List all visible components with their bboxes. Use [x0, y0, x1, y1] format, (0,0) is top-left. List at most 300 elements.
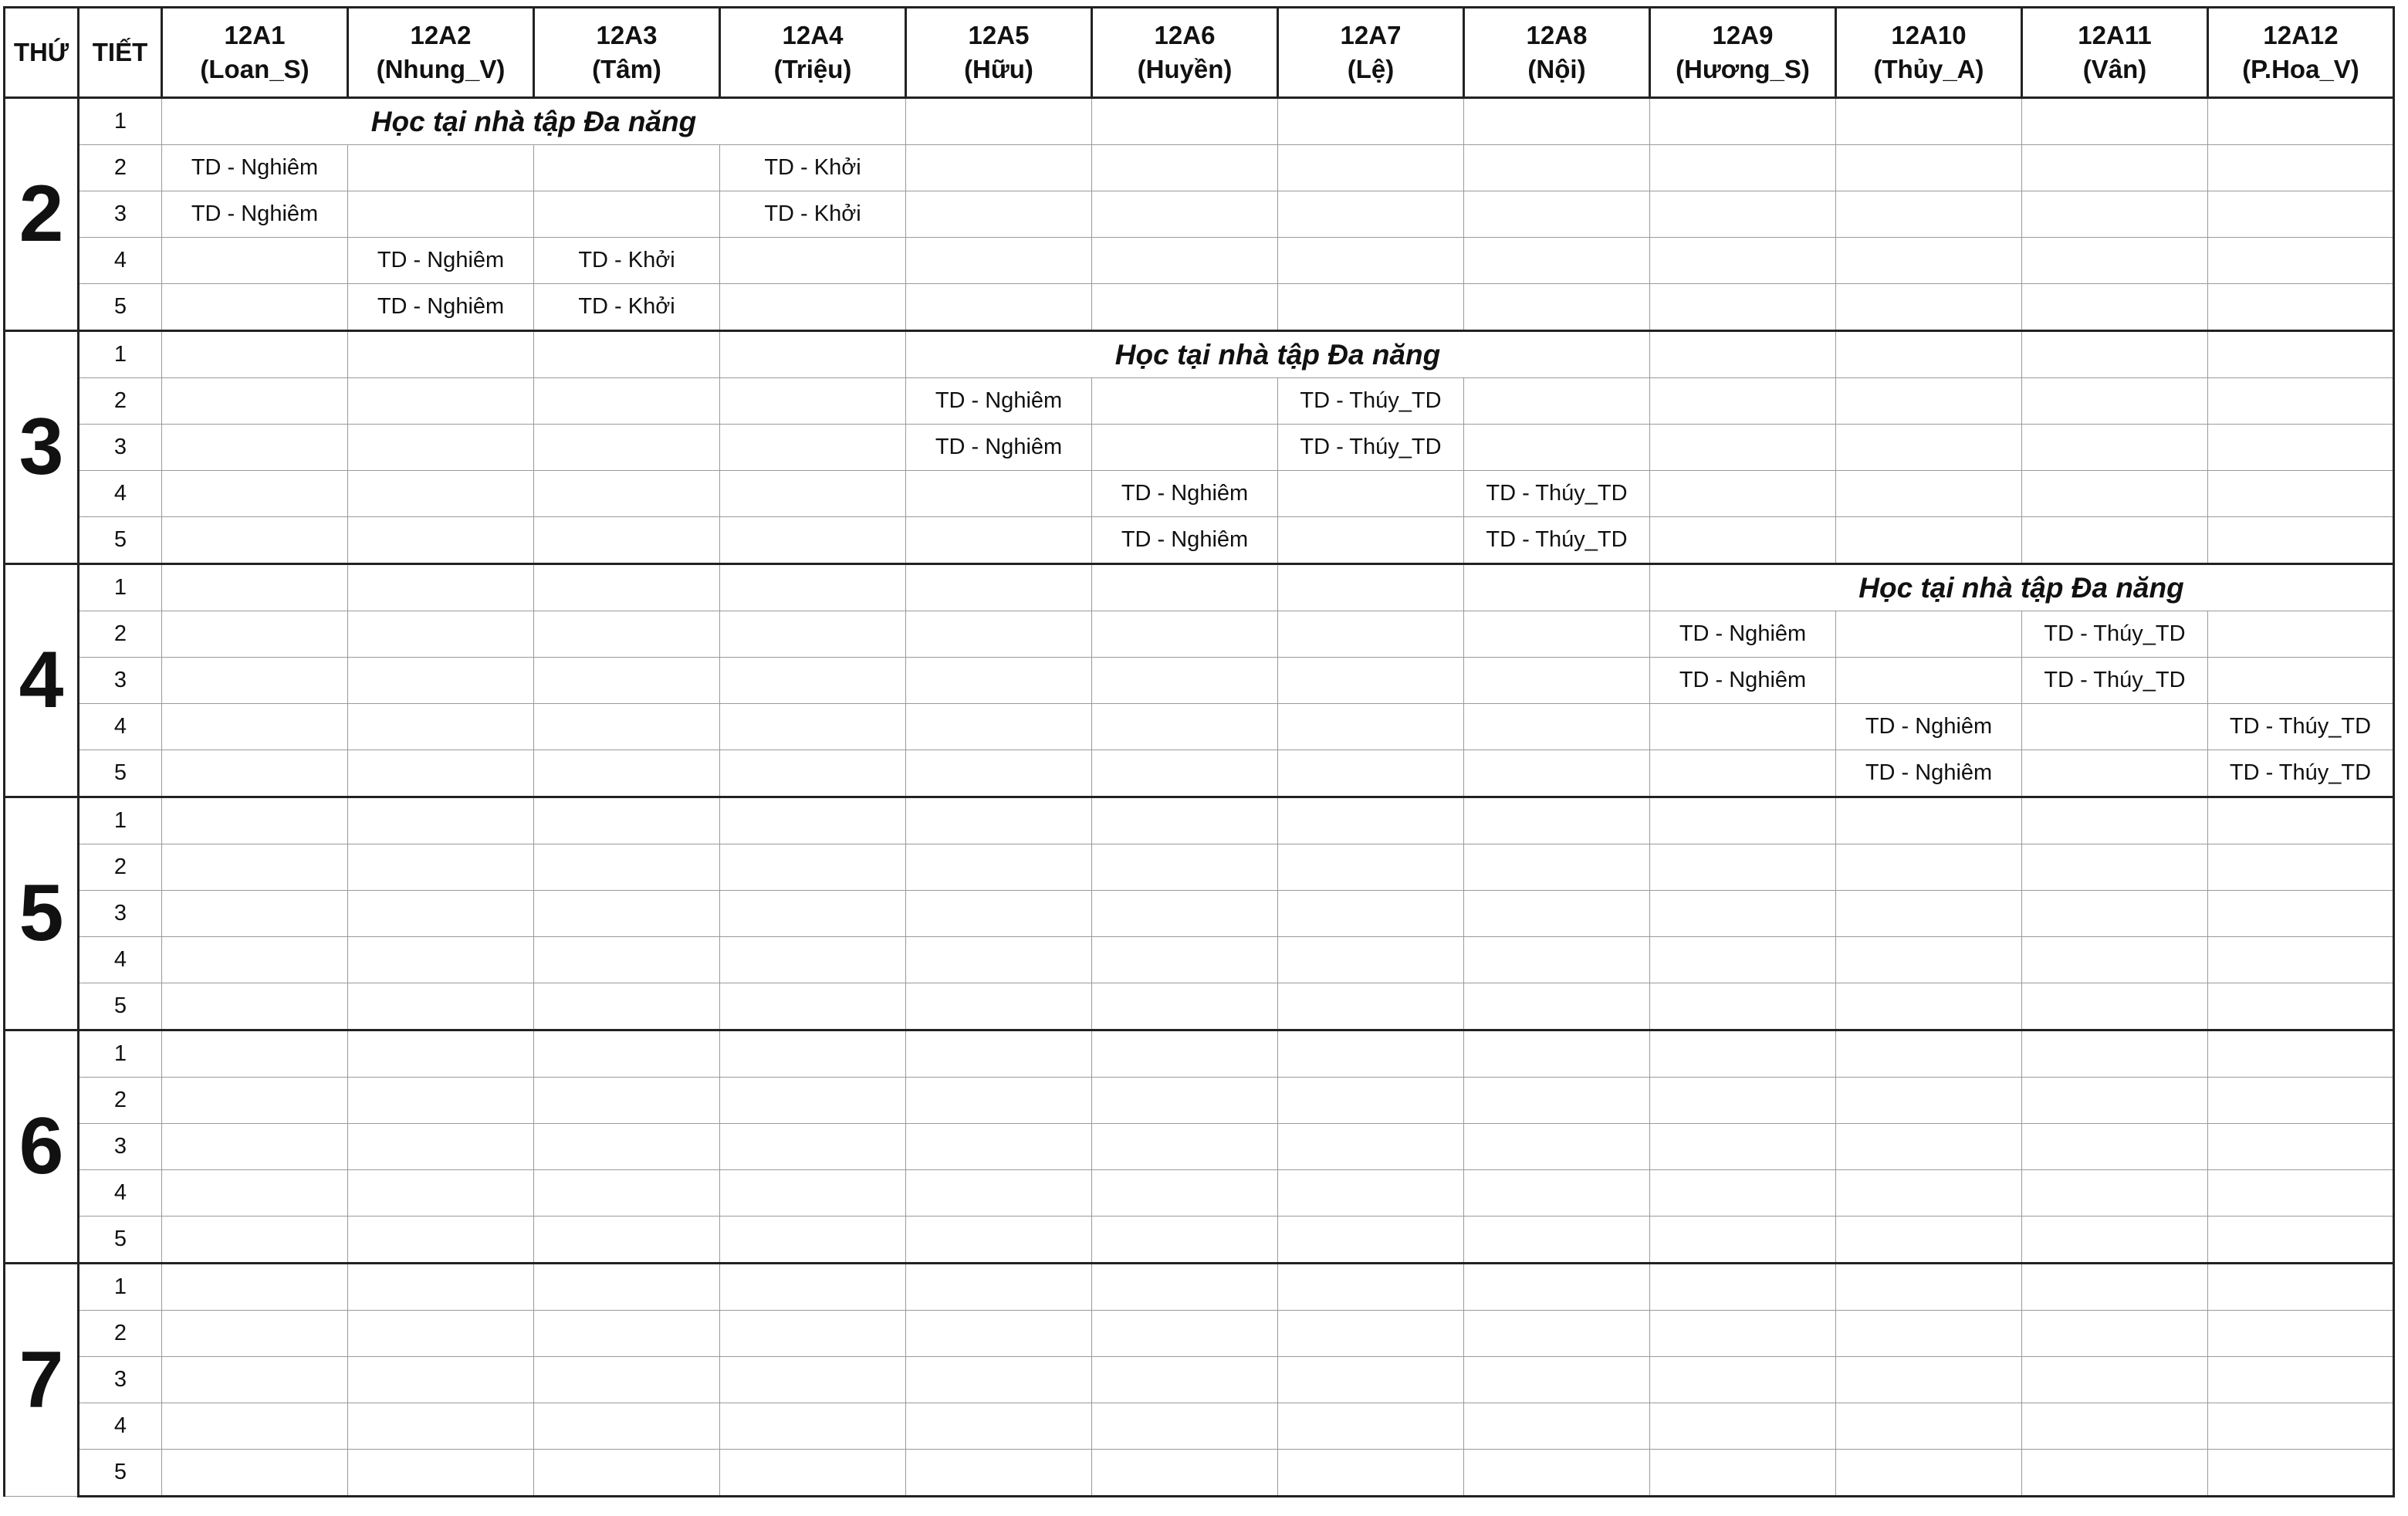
class-code: 12A12 — [2263, 21, 2339, 49]
schedule-cell: TD - Thúy_TD — [1464, 471, 1650, 517]
schedule-cell — [720, 1450, 906, 1497]
schedule-cell — [906, 145, 1092, 191]
schedule-cell: TD - Nghiêm — [1092, 471, 1278, 517]
schedule-cell — [906, 98, 1092, 145]
schedule-cell — [1092, 1030, 1278, 1078]
schedule-cell — [1836, 1357, 2022, 1403]
schedule-cell — [162, 1264, 348, 1311]
schedule-cell — [1836, 1078, 2022, 1124]
schedule-cell — [1278, 98, 1464, 145]
period-number: 4 — [79, 1403, 162, 1450]
schedule-cell — [348, 1078, 534, 1124]
schedule-cell — [1464, 1264, 1650, 1311]
day-label: 3 — [5, 331, 79, 564]
schedule-cell — [162, 238, 348, 284]
schedule-cell — [534, 797, 720, 844]
schedule-cell — [1278, 145, 1464, 191]
schedule-cell — [534, 1170, 720, 1217]
schedule-cell — [1092, 844, 1278, 891]
schedule-cell: TD - Nghiêm — [906, 378, 1092, 425]
class-code: 12A9 — [1712, 21, 1774, 49]
schedule-cell — [2208, 1124, 2394, 1170]
schedule-cell — [348, 1217, 534, 1264]
schedule-cell — [162, 284, 348, 331]
schedule-cell — [1464, 191, 1650, 238]
class-teacher: (Huyền) — [1137, 55, 1233, 83]
schedule-cell — [1092, 425, 1278, 471]
schedule-cell — [162, 937, 348, 983]
schedule-cell — [720, 1403, 906, 1450]
class-teacher: (Triệu) — [773, 55, 852, 83]
schedule-cell — [1278, 797, 1464, 844]
schedule-cell — [1278, 1403, 1464, 1450]
schedule-cell — [1650, 937, 1836, 983]
schedule-cell — [1092, 797, 1278, 844]
schedule-cell — [534, 331, 720, 378]
schedule-cell — [2208, 1450, 2394, 1497]
schedule-cell — [2022, 1124, 2208, 1170]
schedule-cell — [534, 1403, 720, 1450]
schedule-cell — [2022, 284, 2208, 331]
schedule-cell — [534, 658, 720, 704]
schedule-cell — [534, 425, 720, 471]
schedule-cell — [534, 844, 720, 891]
period-row — [5, 238, 2394, 284]
class-header-12a2 — [348, 8, 534, 98]
period-number: 2 — [79, 844, 162, 891]
period-number: 5 — [79, 1450, 162, 1497]
schedule-cell — [348, 1357, 534, 1403]
schedule-cell — [2022, 517, 2208, 564]
schedule-cell — [534, 750, 720, 797]
period-number: 4 — [79, 704, 162, 750]
schedule-cell — [1650, 1357, 1836, 1403]
schedule-cell — [348, 564, 534, 611]
class-code: 12A4 — [782, 21, 844, 49]
banner-cell: Học tại nhà tập Đa năng — [1650, 564, 2394, 611]
schedule-cell — [1464, 611, 1650, 658]
schedule-cell — [1650, 1078, 1836, 1124]
schedule-cell — [162, 378, 348, 425]
schedule-cell — [720, 1264, 906, 1311]
schedule-cell — [1464, 658, 1650, 704]
schedule-cell — [906, 284, 1092, 331]
schedule-cell — [720, 983, 906, 1030]
schedule-cell — [720, 284, 906, 331]
period-number: 5 — [79, 750, 162, 797]
period-number: 2 — [79, 378, 162, 425]
schedule-cell — [1464, 564, 1650, 611]
schedule-cell — [906, 1030, 1092, 1078]
schedule-cell — [1464, 844, 1650, 891]
schedule-cell — [1650, 1030, 1836, 1078]
period-number: 3 — [79, 1357, 162, 1403]
schedule-cell — [906, 238, 1092, 284]
period-number: 4 — [79, 471, 162, 517]
schedule-cell — [1464, 797, 1650, 844]
schedule-cell — [1464, 98, 1650, 145]
schedule-cell — [162, 331, 348, 378]
day-column-header: THỨ — [5, 8, 79, 98]
schedule-cell — [720, 1124, 906, 1170]
schedule-cell — [1278, 191, 1464, 238]
schedule-cell — [720, 937, 906, 983]
period-number: 5 — [79, 983, 162, 1030]
schedule-cell — [1092, 145, 1278, 191]
schedule-cell — [348, 425, 534, 471]
period-row — [5, 284, 2394, 331]
schedule-cell — [2022, 937, 2208, 983]
schedule-cell — [162, 517, 348, 564]
schedule-cell — [534, 564, 720, 611]
schedule-cell — [1278, 704, 1464, 750]
schedule-cell — [720, 238, 906, 284]
period-number: 1 — [79, 564, 162, 611]
class-code: 12A10 — [1891, 21, 1967, 49]
schedule-cell — [1278, 1264, 1464, 1311]
schedule-cell — [1464, 750, 1650, 797]
schedule-cell — [2022, 331, 2208, 378]
schedule-cell — [1836, 658, 2022, 704]
period-row — [5, 1311, 2394, 1357]
schedule-cell — [1278, 1078, 1464, 1124]
schedule-cell — [2022, 1450, 2208, 1497]
schedule-cell — [1650, 750, 1836, 797]
schedule-cell — [2208, 331, 2394, 378]
schedule-cell — [1650, 1170, 1836, 1217]
schedule-cell — [1836, 983, 2022, 1030]
schedule-cell — [2208, 145, 2394, 191]
schedule-cell — [2022, 1311, 2208, 1357]
schedule-cell — [1278, 1357, 1464, 1403]
schedule-cell — [720, 1311, 906, 1357]
schedule-cell — [1464, 1450, 1650, 1497]
period-row — [5, 145, 2394, 191]
period-row — [5, 658, 2394, 704]
day-label: 2 — [5, 98, 79, 331]
schedule-cell — [2208, 1311, 2394, 1357]
schedule-cell — [906, 797, 1092, 844]
schedule-cell — [2022, 1078, 2208, 1124]
period-number: 2 — [79, 1311, 162, 1357]
period-number: 4 — [79, 1170, 162, 1217]
banner-cell: Học tại nhà tập Đa năng — [906, 331, 1650, 378]
header-row — [5, 8, 2394, 98]
class-teacher: (Loan_S) — [200, 55, 309, 83]
schedule-cell — [906, 891, 1092, 937]
schedule-cell — [348, 797, 534, 844]
schedule-cell — [906, 191, 1092, 238]
schedule-cell — [1836, 1217, 2022, 1264]
schedule-cell — [1650, 1264, 1836, 1311]
schedule-cell — [2208, 1170, 2394, 1217]
schedule-cell — [348, 145, 534, 191]
schedule-cell — [906, 750, 1092, 797]
class-header-12a12 — [2208, 8, 2394, 98]
schedule-cell — [1650, 1217, 1836, 1264]
schedule-cell — [1836, 471, 2022, 517]
schedule-cell — [906, 937, 1092, 983]
schedule-cell — [1650, 1124, 1836, 1170]
schedule-cell — [720, 471, 906, 517]
schedule-cell — [534, 1078, 720, 1124]
schedule-cell: TD - Thúy_TD — [1464, 517, 1650, 564]
schedule-cell: TD - Khởi — [720, 145, 906, 191]
schedule-cell — [1650, 238, 1836, 284]
schedule-cell — [1836, 1264, 2022, 1311]
schedule-cell — [534, 1124, 720, 1170]
schedule-cell: TD - Thúy_TD — [2022, 611, 2208, 658]
schedule-cell — [348, 1450, 534, 1497]
schedule-cell — [534, 471, 720, 517]
schedule-cell — [1278, 284, 1464, 331]
schedule-cell — [2208, 1078, 2394, 1124]
schedule-cell — [1278, 1170, 1464, 1217]
period-number: 5 — [79, 517, 162, 564]
schedule-cell — [906, 1217, 1092, 1264]
period-row — [5, 331, 2394, 378]
schedule-cell — [1836, 937, 2022, 983]
schedule-cell — [1836, 425, 2022, 471]
schedule-cell — [348, 704, 534, 750]
period-row — [5, 704, 2394, 750]
schedule-cell — [2208, 658, 2394, 704]
schedule-cell — [534, 145, 720, 191]
schedule-cell — [906, 704, 1092, 750]
schedule-cell — [348, 191, 534, 238]
schedule-cell — [1278, 1450, 1464, 1497]
schedule-cell — [1092, 191, 1278, 238]
schedule-cell — [162, 1311, 348, 1357]
period-row — [5, 1030, 2394, 1078]
schedule-cell — [2022, 1357, 2208, 1403]
schedule-cell — [1650, 191, 1836, 238]
schedule-cell — [534, 611, 720, 658]
period-number: 3 — [79, 425, 162, 471]
timetable-body — [5, 98, 2394, 1497]
schedule-cell — [2022, 1170, 2208, 1217]
period-number: 3 — [79, 1124, 162, 1170]
schedule-cell — [1836, 1311, 2022, 1357]
schedule-cell — [162, 1357, 348, 1403]
schedule-cell — [348, 750, 534, 797]
schedule-cell: TD - Nghiêm — [348, 238, 534, 284]
schedule-cell — [1092, 378, 1278, 425]
schedule-cell — [1836, 797, 2022, 844]
period-number: 3 — [79, 658, 162, 704]
schedule-cell — [1650, 704, 1836, 750]
schedule-cell — [1650, 891, 1836, 937]
schedule-cell — [1836, 1124, 2022, 1170]
schedule-cell — [1278, 611, 1464, 658]
schedule-cell — [2022, 98, 2208, 145]
schedule-cell — [1650, 1450, 1836, 1497]
schedule-cell — [348, 1264, 534, 1311]
schedule-cell — [1092, 937, 1278, 983]
schedule-cell — [906, 1170, 1092, 1217]
schedule-cell — [1836, 891, 2022, 937]
schedule-cell — [1836, 98, 2022, 145]
schedule-cell — [1278, 1217, 1464, 1264]
period-row — [5, 98, 2394, 145]
schedule-cell — [348, 1403, 534, 1450]
schedule-cell — [1836, 145, 2022, 191]
schedule-cell — [162, 611, 348, 658]
period-row — [5, 891, 2394, 937]
schedule-cell — [1092, 1311, 1278, 1357]
day-label: 5 — [5, 797, 79, 1030]
schedule-cell — [162, 1124, 348, 1170]
schedule-cell — [534, 378, 720, 425]
schedule-cell: TD - Khởi — [534, 238, 720, 284]
class-header-12a9 — [1650, 8, 1836, 98]
schedule-cell — [1464, 1217, 1650, 1264]
schedule-cell — [1278, 1124, 1464, 1170]
schedule-cell — [1092, 1264, 1278, 1311]
day-label: 4 — [5, 564, 79, 797]
period-number: 1 — [79, 98, 162, 145]
schedule-cell — [1278, 658, 1464, 704]
schedule-cell — [1464, 284, 1650, 331]
schedule-cell — [2208, 425, 2394, 471]
schedule-cell — [2022, 983, 2208, 1030]
schedule-cell — [1650, 425, 1836, 471]
schedule-cell — [2208, 1264, 2394, 1311]
schedule-cell — [2208, 1403, 2394, 1450]
schedule-cell — [162, 1403, 348, 1450]
schedule-cell — [2208, 1357, 2394, 1403]
class-header-12a1 — [162, 8, 348, 98]
schedule-cell: TD - Nghiêm — [1650, 658, 1836, 704]
schedule-cell: TD - Nghiêm — [162, 191, 348, 238]
period-number: 1 — [79, 1264, 162, 1311]
schedule-cell — [1836, 611, 2022, 658]
schedule-cell: TD - Khởi — [534, 284, 720, 331]
schedule-cell: TD - Thúy_TD — [2022, 658, 2208, 704]
schedule-cell — [906, 1311, 1092, 1357]
schedule-cell — [1464, 704, 1650, 750]
class-teacher: (Lệ) — [1347, 55, 1395, 83]
class-header-12a7 — [1278, 8, 1464, 98]
schedule-cell — [1092, 1450, 1278, 1497]
schedule-cell — [1092, 658, 1278, 704]
schedule-cell — [1092, 1170, 1278, 1217]
schedule-cell — [906, 1450, 1092, 1497]
period-row — [5, 797, 2394, 844]
schedule-cell — [2208, 844, 2394, 891]
schedule-cell — [162, 658, 348, 704]
period-row — [5, 937, 2394, 983]
schedule-cell — [1650, 98, 1836, 145]
day-label: 7 — [5, 1264, 79, 1497]
schedule-cell — [1092, 564, 1278, 611]
schedule-cell — [534, 704, 720, 750]
class-header-12a4 — [720, 8, 906, 98]
schedule-cell — [1092, 98, 1278, 145]
schedule-cell — [720, 891, 906, 937]
class-teacher: (Thủy_A) — [1873, 55, 1984, 83]
schedule-cell — [1092, 284, 1278, 331]
period-number: 5 — [79, 284, 162, 331]
class-teacher: (Nhung_V) — [376, 55, 506, 83]
class-code: 12A11 — [2078, 21, 2152, 49]
period-row — [5, 1217, 2394, 1264]
schedule-cell — [2208, 378, 2394, 425]
period-number: 2 — [79, 145, 162, 191]
class-teacher: (Nội) — [1527, 55, 1586, 83]
schedule-cell — [2022, 891, 2208, 937]
schedule-cell — [1836, 284, 2022, 331]
schedule-cell — [1092, 238, 1278, 284]
schedule-cell — [534, 1264, 720, 1311]
schedule-cell — [162, 704, 348, 750]
schedule-cell — [1278, 937, 1464, 983]
schedule-cell — [1650, 471, 1836, 517]
class-teacher: (Tâm) — [592, 55, 661, 83]
schedule-cell — [1650, 844, 1836, 891]
period-number: 3 — [79, 891, 162, 937]
schedule-cell — [1464, 937, 1650, 983]
schedule-cell — [534, 937, 720, 983]
schedule-cell — [2208, 797, 2394, 844]
schedule-cell — [534, 517, 720, 564]
schedule-cell — [534, 1311, 720, 1357]
schedule-cell — [162, 471, 348, 517]
schedule-cell — [1836, 844, 2022, 891]
period-row — [5, 1078, 2394, 1124]
schedule-cell — [906, 1357, 1092, 1403]
schedule-cell — [1278, 844, 1464, 891]
schedule-cell — [906, 517, 1092, 564]
period-row — [5, 1170, 2394, 1217]
schedule-cell — [906, 611, 1092, 658]
schedule-cell — [2022, 238, 2208, 284]
schedule-cell — [348, 1030, 534, 1078]
schedule-cell — [1278, 238, 1464, 284]
schedule-cell — [2208, 98, 2394, 145]
schedule-cell — [534, 1450, 720, 1497]
schedule-cell — [348, 1311, 534, 1357]
schedule-cell — [1464, 378, 1650, 425]
period-row — [5, 471, 2394, 517]
schedule-cell — [1836, 1450, 2022, 1497]
schedule-cell — [162, 891, 348, 937]
schedule-cell — [1650, 1403, 1836, 1450]
schedule-cell — [348, 471, 534, 517]
schedule-cell — [2022, 750, 2208, 797]
schedule-cell — [1464, 425, 1650, 471]
class-code: 12A6 — [1154, 21, 1216, 49]
period-row — [5, 191, 2394, 238]
schedule-cell — [162, 1030, 348, 1078]
schedule-cell — [1650, 983, 1836, 1030]
class-teacher: (Hữu) — [964, 55, 1033, 83]
period-number: 4 — [79, 238, 162, 284]
schedule-cell — [2022, 425, 2208, 471]
schedule-cell — [162, 983, 348, 1030]
schedule-cell — [1464, 238, 1650, 284]
schedule-cell — [720, 517, 906, 564]
schedule-cell — [2022, 704, 2208, 750]
schedule-cell — [1092, 983, 1278, 1030]
period-row — [5, 1357, 2394, 1403]
class-teacher: (P.Hoa_V) — [2242, 55, 2359, 83]
schedule-cell — [906, 658, 1092, 704]
schedule-cell — [348, 1124, 534, 1170]
schedule-cell: TD - Thúy_TD — [2208, 750, 2394, 797]
class-code: 12A8 — [1526, 21, 1588, 49]
schedule-cell — [1092, 1078, 1278, 1124]
